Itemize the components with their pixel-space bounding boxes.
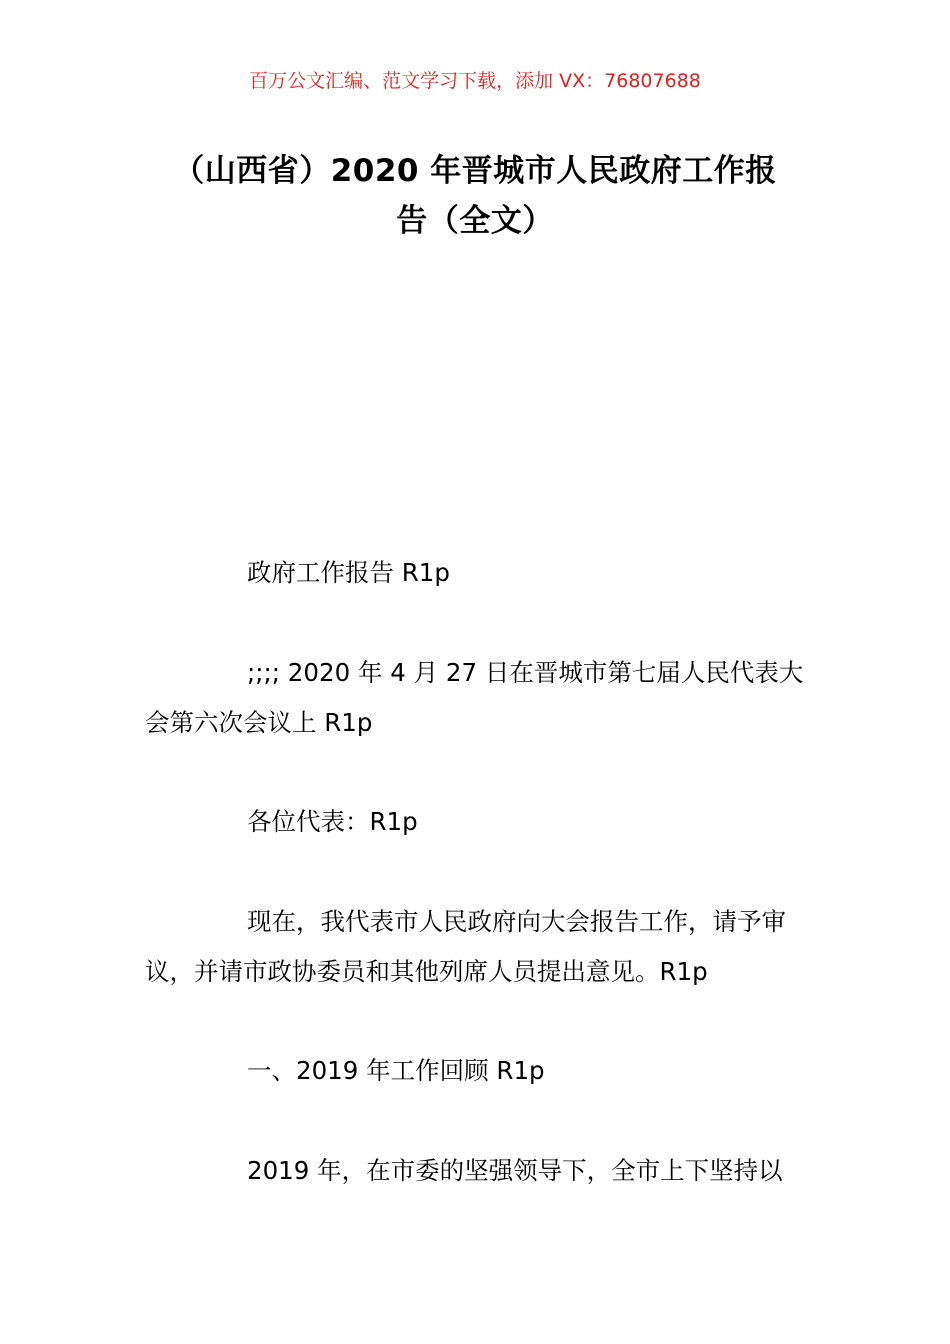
- document-title-line-2: 告（全文）: [396, 203, 554, 239]
- paragraph-review-start: 2019 年，在市委的坚强领导下，全市上下坚持以: [247, 1156, 783, 1185]
- document-title: [140, 146, 810, 246]
- paragraph-intro: 现在，我代表市人民政府向大会报告工作，请予审议，并请市政协委员和其他列席人员提出意见。R1p: [145, 907, 786, 986]
- document-title-line-1: （山西省）2020 年晋城市人民政府工作报: [173, 153, 777, 189]
- paragraph-salutation: 各位代表：R1p: [247, 807, 418, 836]
- section-heading-review: 一、2019 年工作回顾 R1p: [247, 1056, 545, 1085]
- paragraph-report-name: 政府工作报告 R1p: [247, 558, 450, 587]
- header-note: 百万公文汇编、范文学习下载，添加 VX：76807688: [249, 70, 701, 92]
- paragraph-meeting-info: ;;;; 2020 年 4 月 27 日在晋城市第七届人民代表大会第六次会议上 R1p: [145, 658, 804, 737]
